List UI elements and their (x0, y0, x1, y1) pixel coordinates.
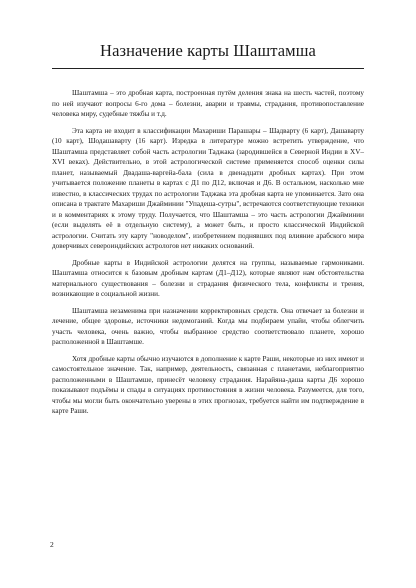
body-text (52, 88, 364, 417)
paragraph: Шаштамша – это дробная карта, построенная путём деления знака на шесть частей, поэтому по ней изучают вопросы 6-го дома – болезни, аварии и травмы, страдания, противопоставление человека миру, судебные тяжбы и т.д. (52, 89, 364, 118)
paragraph: Шаштамша незаменима при назначении корректировных средств. Она отвечает за болезни и лечение, общее здоровье, источники недомоганий. Когда мы подбираем упайи, чтобы облегчить участь человека, очень важно, чтобы выбранное средство соответствовало планете, хорошо расположенной в Шаштамше. (52, 306, 364, 346)
title-underline (52, 68, 364, 69)
paragraph: Дробные карты в Индийской астрологии делятся на группы, называемые гармониками. Шаштамша относится к базовым дробным картам (Д1–Д12), которые являют нам обстоятельства материального существования – болезни и страдания физического тела, конфликты и трения, возникающие в социальной жизни. (52, 258, 364, 298)
page-number: 2 (50, 540, 54, 549)
page-header (52, 40, 364, 62)
page-title: Назначение карты Шаштамша (100, 41, 316, 60)
paragraph: Эта карта не входит в классификации Махариши Парашары – Шадварту (6 карт), Дашаварту (10 карт), Шодашаварту (16 карт). Изредка в литературе можно встретить утверждение, что Шаштамша представляет собой часть астрологии Таджака (зародившейся в Северной Индии в XV–XVI веках). Действительно, в этой астрологической системе применяется способ оценки силы планет, называемый Двадаша-варгейа-бала (сила в двенадцати дробных картах). При этом учитывается положение планеты в картах с Д1 по Д12, включая и Д6. В остальном, насколько мне известно, в классических трудах по астрологии Таджака эта дробная карта не упоминается. Зато она описана в трактате Махариши Джайминии "Упадеша-сутры", встречаются соответствующие техники и в комментариях к этому труду. Получается, что Шаштамша – это часть астрологии Джайминии (если выделять её в отдельную систему), а может быть, и просто классической Индийской астрологии. Считать эту карту "новоделом", изобретением поднявших под влияние арабского мира доверчивых североиндийских астрологов нет никаких оснований. (52, 126, 364, 250)
paragraph: Хотя дробные карты обычно изучаются в дополнение к карте Раши, некоторые из них имеют и самостоятельное значение. Так, например, деятельность, связанная с планетами, неблагоприятно расположенными в Шаштамше, принесёт человеку страдания. Нарайяна-даша карты Д6 хорошо показывают подъёмы и спады в ситуациях противостояния в жизни человека. Разумеется, для того, чтобы мы могли быть окончательно уверены в этих прогнозах, требуется найти им подтверждение в карте Раши. (52, 354, 364, 415)
